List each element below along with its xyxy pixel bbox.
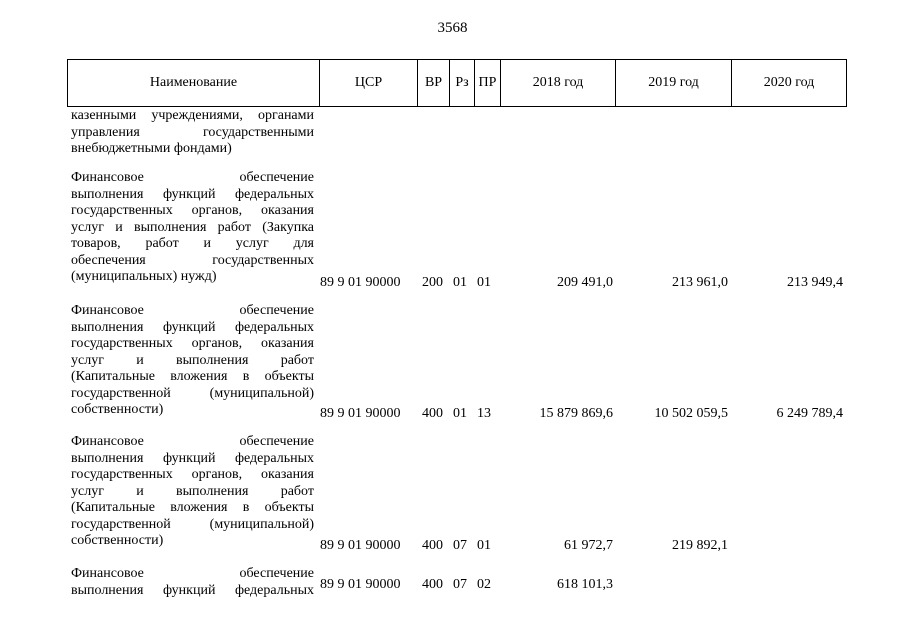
row-2020: 213 949,4 bbox=[787, 275, 843, 290]
name-line: (Капитальные вложения в объекты bbox=[71, 369, 314, 384]
header-name: Наименование bbox=[68, 60, 320, 106]
row-rz: 01 bbox=[453, 406, 467, 421]
name-line: выполнения функций федеральных bbox=[71, 450, 314, 466]
name-line: государственной (муниципальной) bbox=[71, 516, 314, 532]
header-rz: Рз bbox=[450, 60, 475, 106]
header-2019: 2019 год bbox=[616, 60, 732, 106]
row-csr: 89 9 01 90000 bbox=[320, 275, 401, 290]
header-pr: ПР bbox=[475, 60, 501, 106]
name-line: государственных органов, оказания bbox=[71, 203, 314, 218]
name-line: Финансовое обеспечение bbox=[71, 566, 314, 581]
name-line: казенными учреждениями, органами bbox=[71, 108, 314, 123]
row-2020: 6 249 789,4 bbox=[776, 406, 843, 421]
row-rz: 07 bbox=[453, 538, 467, 553]
row-2019: 10 502 059,5 bbox=[654, 406, 728, 421]
row-2018: 209 491,0 bbox=[557, 275, 613, 290]
row-vr: 400 bbox=[422, 538, 443, 553]
name-line: (Капитальные вложения в объекты bbox=[71, 500, 314, 515]
row-vr: 400 bbox=[422, 406, 443, 421]
name-line: товаров, работ и услуг для bbox=[71, 236, 314, 251]
name-line: выполнения функций федеральных bbox=[71, 319, 314, 335]
name-line: выполнения функций федеральных bbox=[71, 186, 314, 202]
name-line: услуг и выполнения работ bbox=[71, 483, 314, 499]
name-line: Финансовое обеспечение bbox=[71, 303, 314, 318]
row-csr: 89 9 01 90000 bbox=[320, 406, 401, 421]
row-2019: 219 892,1 bbox=[672, 538, 728, 553]
row-pr: 02 bbox=[477, 577, 491, 592]
row-csr: 89 9 01 90000 bbox=[320, 577, 401, 592]
row-pr: 01 bbox=[477, 275, 491, 290]
row-name bbox=[71, 566, 314, 599]
row-2018: 15 879 869,6 bbox=[539, 406, 613, 421]
row-csr: 89 9 01 90000 bbox=[320, 538, 401, 553]
row-name bbox=[71, 108, 314, 158]
row-vr: 400 bbox=[422, 577, 443, 592]
row-2019: 213 961,0 bbox=[672, 275, 728, 290]
name-line: государственных органов, оказания bbox=[71, 467, 314, 482]
name-line: услуг и выполнения работ (Закупка bbox=[71, 219, 314, 235]
header-vr: ВР bbox=[418, 60, 450, 106]
name-line: собственности) bbox=[71, 402, 164, 417]
row-name bbox=[71, 303, 314, 419]
header-2018: 2018 год bbox=[501, 60, 616, 106]
row-2018: 61 972,7 bbox=[564, 538, 613, 553]
header-2020: 2020 год bbox=[763, 75, 815, 90]
name-line: управления государственными bbox=[71, 124, 314, 140]
name-line: выполнения функций федеральных bbox=[71, 582, 314, 598]
row-rz: 01 bbox=[453, 275, 467, 290]
name-line: услуг и выполнения работ bbox=[71, 352, 314, 368]
row-name bbox=[71, 170, 314, 286]
name-line: внебюджетными фондами) bbox=[71, 141, 232, 156]
row-2018: 618 101,3 bbox=[557, 577, 613, 592]
header-csr: ЦСР bbox=[320, 60, 418, 106]
row-name bbox=[71, 434, 314, 550]
name-line: обеспечения государственных bbox=[71, 252, 314, 268]
name-line: собственности) bbox=[71, 533, 164, 548]
row-pr: 13 bbox=[477, 406, 491, 421]
name-line: государственной (муниципальной) bbox=[71, 385, 314, 401]
name-line: Финансовое обеспечение bbox=[71, 170, 314, 185]
name-line: государственных органов, оказания bbox=[71, 336, 314, 351]
row-vr: 200 bbox=[422, 275, 443, 290]
name-line: (муниципальных) нужд) bbox=[71, 269, 217, 284]
name-line: Финансовое обеспечение bbox=[71, 434, 314, 449]
row-pr: 01 bbox=[477, 538, 491, 553]
page-number: 3568 bbox=[437, 20, 468, 36]
row-rz: 07 bbox=[453, 577, 467, 592]
table-header bbox=[67, 59, 847, 107]
